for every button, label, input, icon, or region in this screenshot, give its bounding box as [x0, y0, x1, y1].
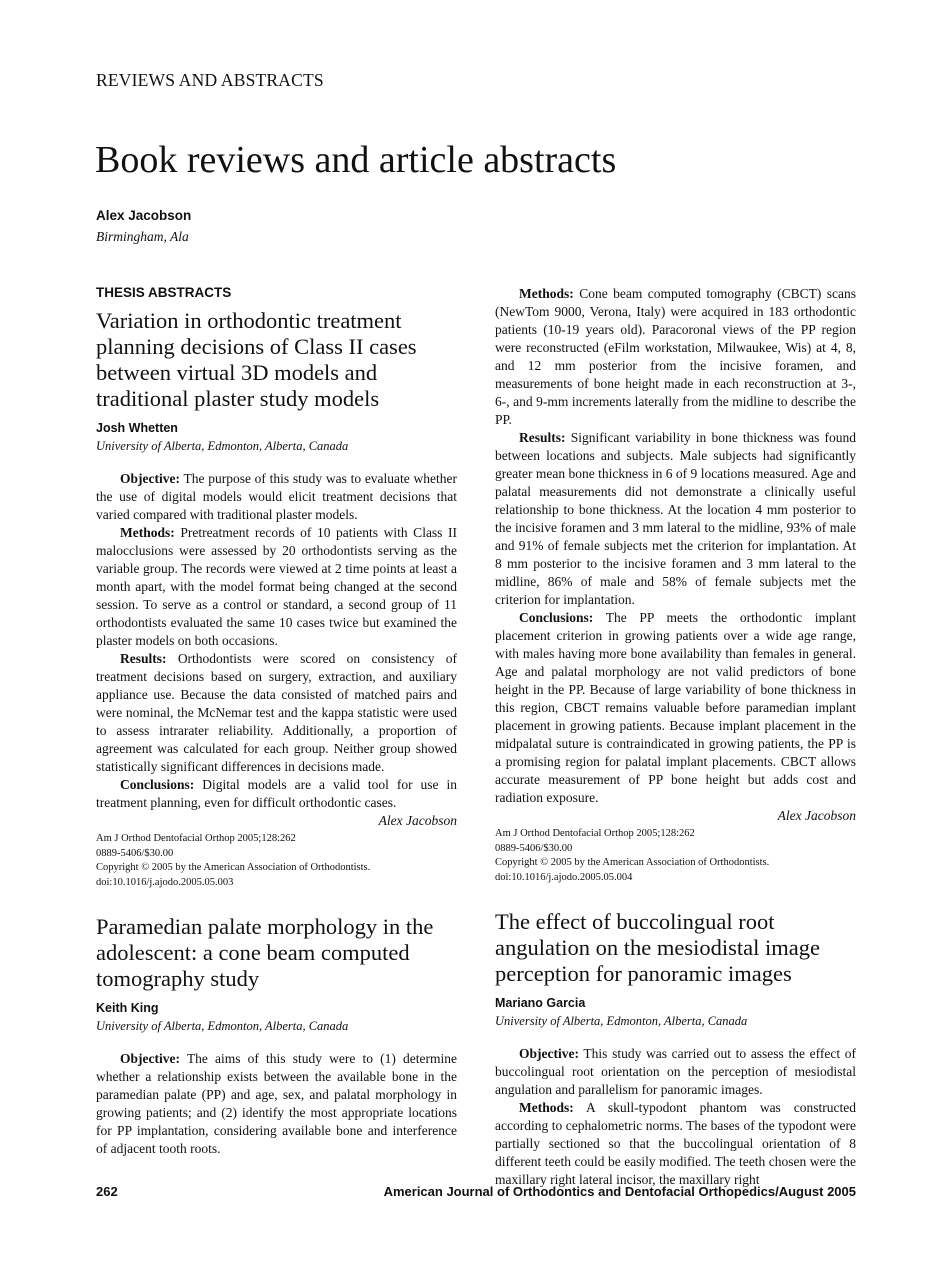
- methods-text: Cone beam computed tomography (CBCT) scans (NewTom 9000, Verona, Italy) were acquired in 183 orthodontic patients (10-19 years old). Paracoronal views of the PP region were reconstructed (eFilm workstation, Milwaukee, Wis) at 4, 8, and 12 mm posterior from the incisive foramen, and measurements of bone height made in each reconstruction at 3-, 6-, and 9-mm increments laterally from the midline to describe the PP.: [495, 286, 857, 427]
- objective-text: This study was carried out to assess the effect of buccolingual root orientation on the perception of mesiodistal angulation and parallelism for panoramic images.: [495, 1046, 856, 1097]
- page-number: 262: [96, 1184, 118, 1199]
- objective-paragraph: [495, 1045, 856, 1099]
- left-column: [96, 284, 457, 1158]
- journal-footer: American Journal of Orthodontics and Dentofacial Orthopedics/August 2005: [383, 1184, 856, 1199]
- conclusions-label: Conclusions:: [120, 777, 195, 792]
- thesis-abstracts-heading: THESIS ABSTRACTS: [96, 285, 232, 300]
- article-title: Paramedian palate morphology in the adolescent: a cone beam computed tomography study: [96, 914, 434, 991]
- citation-copyright: Copyright © 2005 by the American Association of Orthodontists.: [495, 857, 770, 868]
- article-title: The effect of buccolingual root angulation on the mesiodistal image perception for panoramic images: [495, 909, 820, 986]
- objective-label: Objective:: [120, 1051, 180, 1066]
- results-text: Orthodontists were scored on consistency of treatment decisions based on surgery, extraction, and auxiliary appliance use. Because the data consisted of matched pairs and were nominal, the McNemar test and the kappa statistic were used to assess intrarater reliability. Additionally, a proportion of agreement was calculated for each group. Neither group showed statistically significant differences in decisions made.: [96, 651, 458, 774]
- citation-journal: Am J Orthod Dentofacial Orthop 2005;128:262: [495, 828, 695, 839]
- editor-location: Birmingham, Ala: [96, 229, 189, 244]
- editor-name: Alex Jacobson: [96, 208, 192, 223]
- objective-paragraph: [96, 470, 457, 524]
- citation-doi: doi:10.1016/j.ajodo.2005.05.003: [96, 876, 234, 888]
- article-affiliation: University of Alberta, Edmonton, Alberta, Canada: [495, 1014, 748, 1028]
- methods-label: Methods:: [519, 1100, 574, 1115]
- methods-label: Methods:: [120, 525, 175, 540]
- results-paragraph: [495, 429, 856, 609]
- results-label: Results:: [120, 651, 167, 666]
- conclusions-paragraph: [96, 776, 457, 812]
- page-title: Book reviews and article abstracts: [95, 139, 617, 181]
- methods-paragraph: [495, 285, 856, 429]
- article-author: Keith King: [96, 1001, 159, 1015]
- conclusions-text: The PP meets the orthodontic implant placement criterion in growing patients over a wide age range, with males having more bone availability than females in general. Age and palatal morphology are not valid predictors of bone height in the PP. Because of large variability of bone thickness in this region, CBCT remains valuable before paramedian implant placement in growing patients. Because implant placement in the midpalatal suture is contraindicated in growing patients, the PP is a promising region for palatal implant placements. CBCT allows accurate measurement of PP bone height but adds cost and radiation exposure.: [495, 610, 856, 805]
- results-paragraph: [96, 650, 457, 776]
- conclusions-label: Conclusions:: [519, 610, 594, 625]
- conclusions-text: Digital models are a valid tool for use in treatment planning, even for difficult orthodontic cases.: [96, 777, 457, 810]
- objective-label: Objective:: [120, 471, 180, 486]
- results-text: Significant variability in bone thickness was found between locations and subjects. Male subjects had significantly greater mean bone thickness in 6 of 9 locations measured. Age and palatal measurements did not demonstrate a clinically useful relationship to bone thickness. At the location 4 mm posterior to the incisive foramen and 3 mm lateral to the midline, 93% of male and 91% of female subjects met the criterion for implantation. At 8 mm posterior to the incisive foramen and 3 mm lateral to the midline, 86% of male and 58% of female subjects met the criterion for implantation.: [495, 430, 856, 607]
- citation-issn: 0889-5406/$30.00: [495, 842, 573, 854]
- reviewer-signature: Alex Jacobson: [777, 808, 856, 823]
- citation-journal: Am J Orthod Dentofacial Orthop 2005;128:262: [96, 833, 296, 844]
- citation-block: [495, 827, 856, 885]
- objective-text: The purpose of this study was to evaluate whether the use of digital models would elicit treatment decisions that varied compared with traditional plaster models.: [96, 471, 457, 522]
- objective-paragraph: [96, 1050, 457, 1158]
- right-column: [495, 285, 856, 1189]
- citation-copyright: Copyright © 2005 by the American Association of Orthodontists.: [96, 862, 371, 873]
- methods-text: Pretreatment records of 10 patients with Class II malocclusions were assessed by 20 orthodontists serving as the variable group. The records were viewed at 2 time points at least a month apart, with the model format being changed at the second session. To serve as a control or standard, a second group of 11 orthodontists evaluated the same 10 cases twice but examined the plaster models on both occasions.: [96, 525, 458, 648]
- citation-block: [96, 832, 457, 890]
- methods-text: A skull-typodont phantom was constructed according to cephalometric norms. The bases of the typodont were partially sectioned so that the buccolingual orientation of 8 different teeth could be easily modified. The teeth chosen were the maxillary right lateral incisor, the maxillary right: [495, 1100, 856, 1187]
- article-affiliation: University of Alberta, Edmonton, Alberta, Canada: [96, 439, 349, 453]
- objective-label: Objective:: [519, 1046, 579, 1061]
- section-label: REVIEWS AND ABSTRACTS: [96, 70, 324, 90]
- methods-paragraph: [96, 524, 457, 650]
- methods-paragraph: [495, 1099, 856, 1189]
- article-author: Mariano Garcia: [495, 996, 586, 1010]
- reviewer-signature: Alex Jacobson: [378, 813, 457, 828]
- results-label: Results:: [519, 430, 566, 445]
- methods-label: Methods:: [519, 286, 574, 301]
- citation-doi: doi:10.1016/j.ajodo.2005.05.004: [495, 871, 633, 883]
- objective-text: The aims of this study were to (1) determine whether a relationship exists between the available bone in the paramedian palate (PP) and age, sex, and palatal morphology in growing patients; and (2) identify the most appropriate locations for PP implantation, considering available bone and interference of adjacent tooth roots.: [96, 1051, 457, 1156]
- citation-issn: 0889-5406/$30.00: [96, 847, 174, 859]
- article-author: Josh Whetten: [96, 421, 178, 435]
- conclusions-paragraph: [495, 609, 856, 807]
- article-title: Variation in orthodontic treatment planning decisions of Class II cases between virtual 3D models and traditional plaster study models: [96, 308, 417, 411]
- article-affiliation: University of Alberta, Edmonton, Alberta, Canada: [96, 1019, 349, 1033]
